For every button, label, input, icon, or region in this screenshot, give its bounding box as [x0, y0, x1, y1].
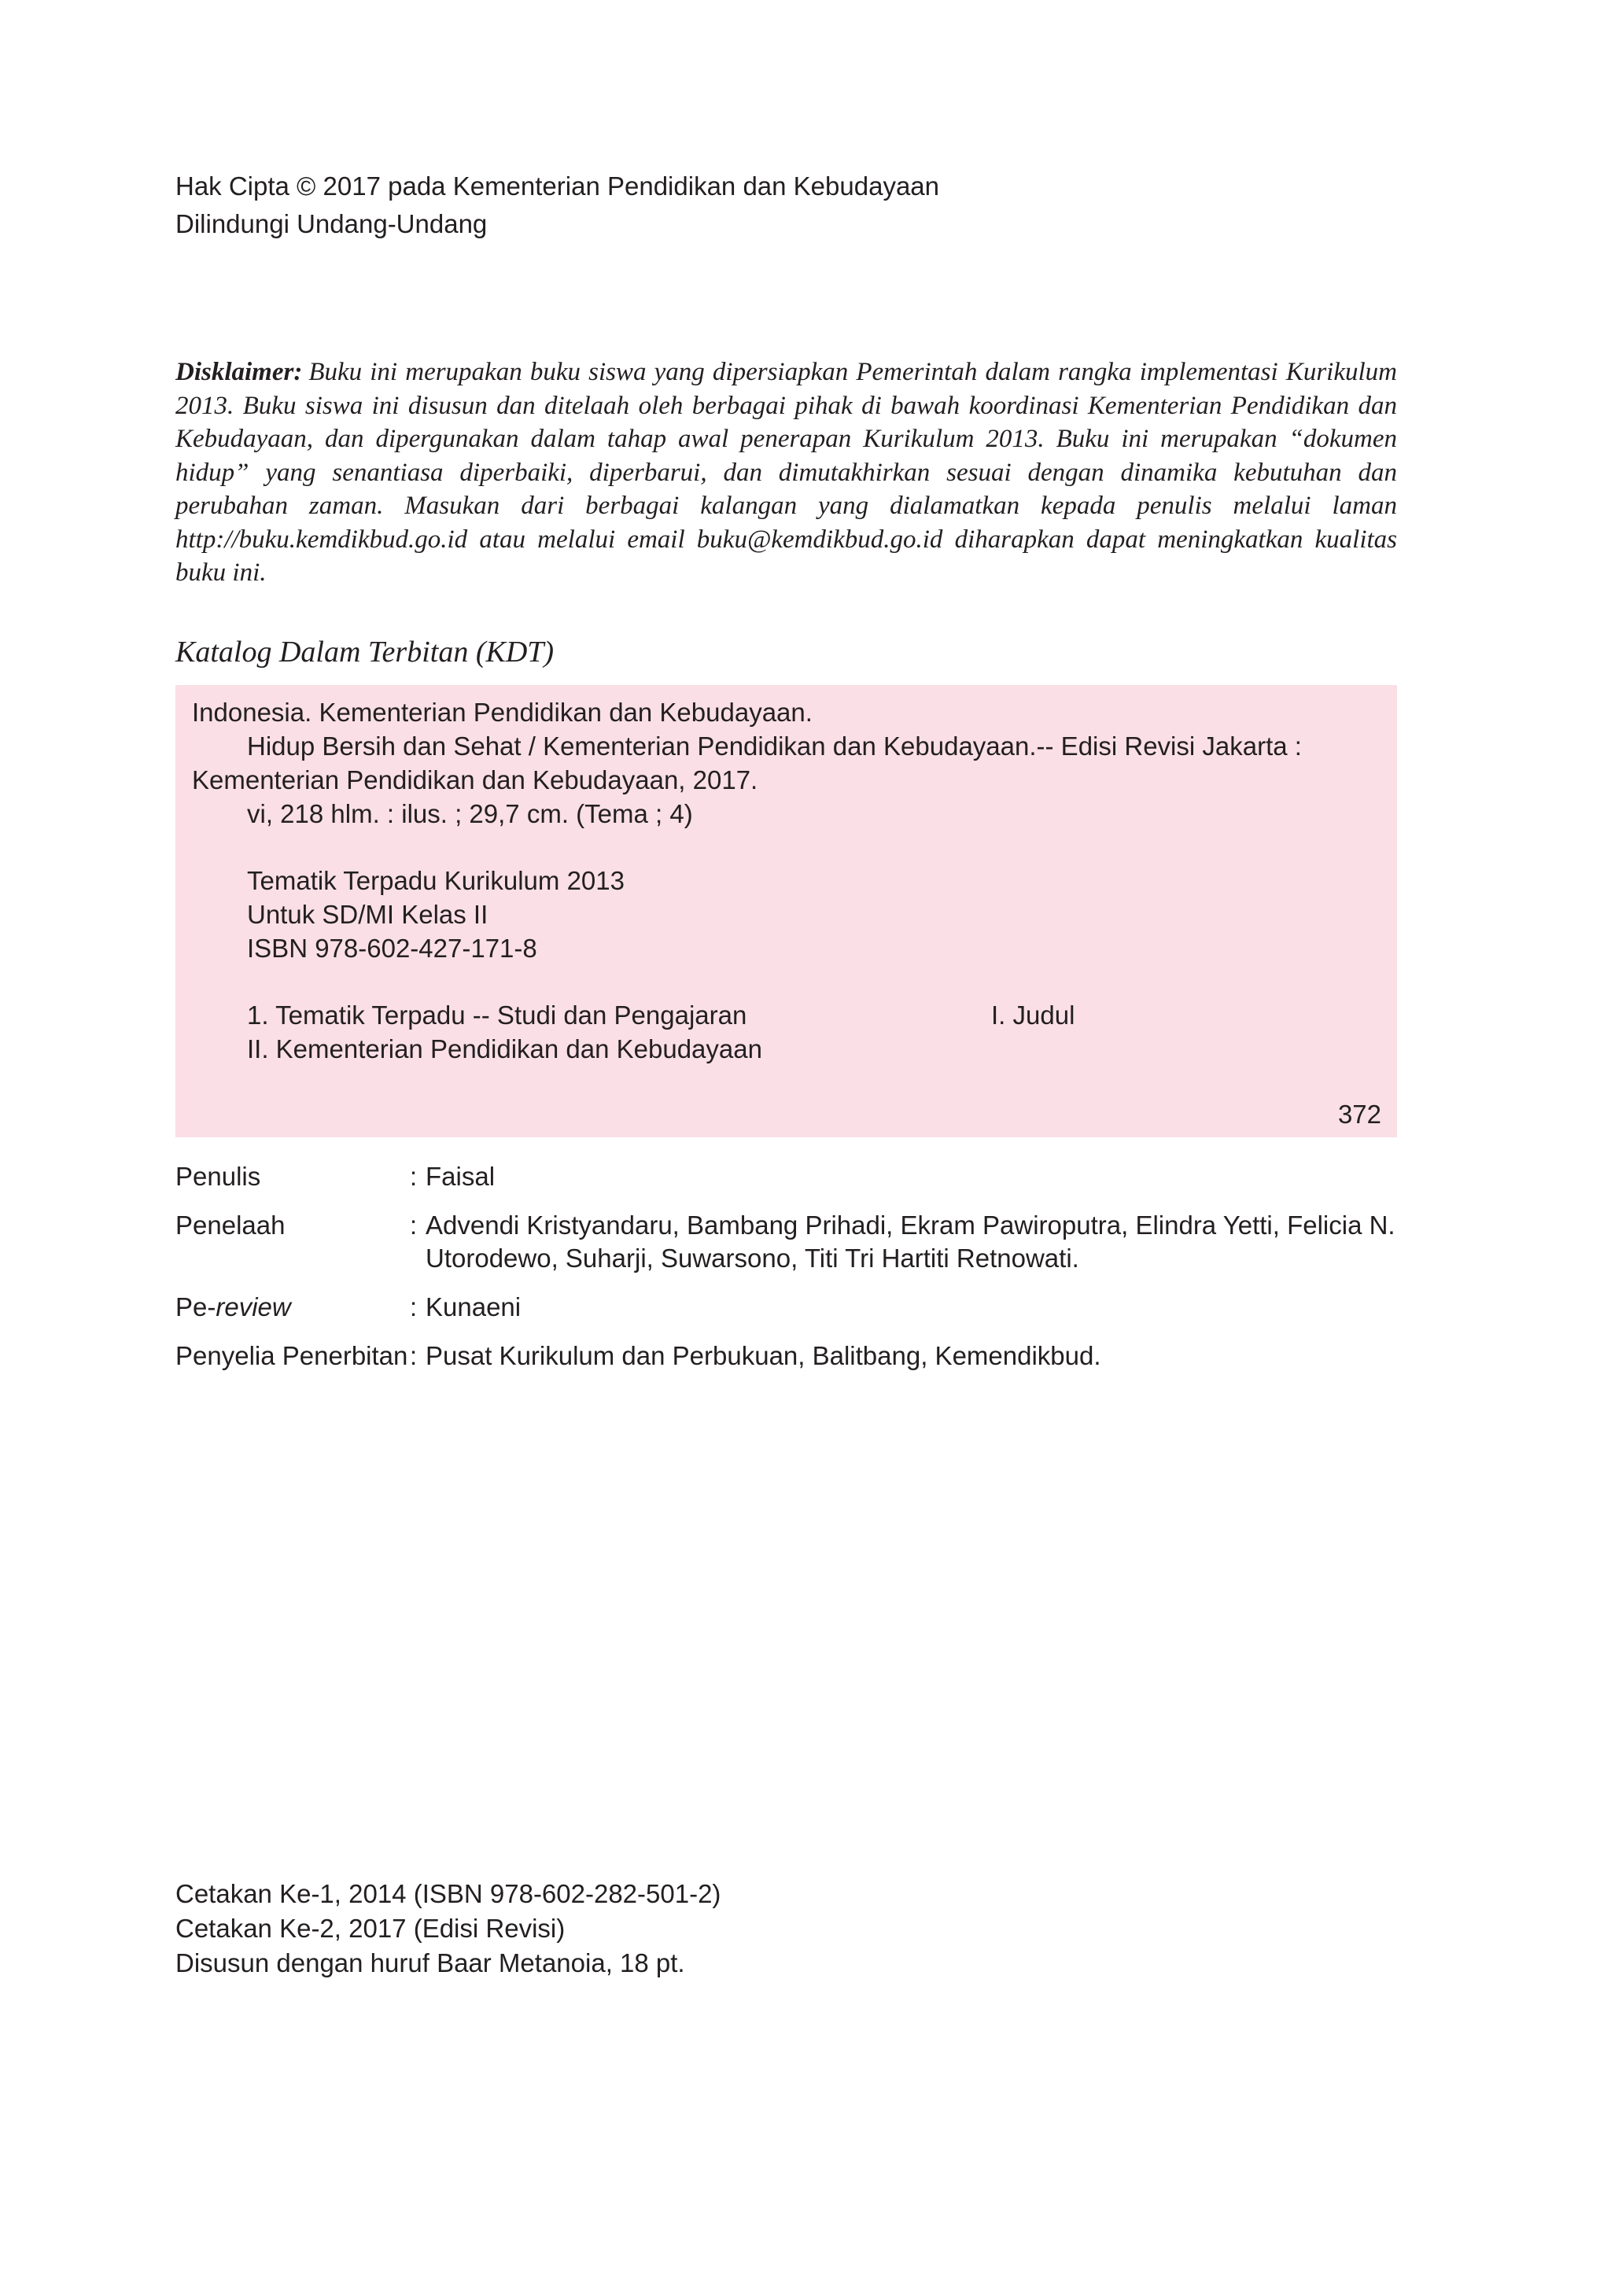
- kdt-subject: 1. Tematik Terpadu -- Studi dan Pengajaran: [247, 1001, 747, 1030]
- kdt-line: Tematik Terpadu Kurikulum 2013: [247, 866, 625, 895]
- kdt-title-entry: I. Judul: [991, 1001, 1075, 1030]
- credit-colon: :: [410, 1292, 418, 1321]
- kdt-line: Indonesia. Kementerian Pendidikan dan Kebudayaan.: [192, 698, 813, 727]
- credit-value: Kunaeni: [426, 1292, 522, 1321]
- kdt-catalog-box: [175, 685, 1397, 1137]
- kdt-line: Kementerian Pendidikan dan Kebudayaan, 2017.: [192, 765, 758, 794]
- credit-colon: :: [410, 1162, 418, 1191]
- credit-label: [175, 1291, 291, 1324]
- disclaimer-text: Buku ini merupakan buku siswa yang dipersiapkan Pemerintah dalam rangka implementasi Kurikulum 2013. Buku siswa ini disusun dan ditelaah oleh berbagai pihak di bawah koordinasi Kementerian Pendidikan dan Kebudayaan, dan dipergunakan dalam tahap awal penerapan Kurikulum 2013. Buku ini merupakan “dokumen hidup” yang senantiasa diperbaiki, diperbarui, dan dimutakhirkan sesuai dengan dinamika kebutuhan dan perubahan zaman. Masukan dari berbagai kalangan yang dialamatkan kepada penulis melalui laman http://buku.kemdikbud.go.id atau melalui email buku@kemdikbud.go.id diharapkan dapat meningkatkan kualitas buku ini.: [175, 358, 1397, 587]
- disclaimer-lead: Disklaimer:: [175, 358, 303, 386]
- credit-colon: :: [410, 1211, 418, 1240]
- credit-row-penulis: [175, 1160, 1403, 1209]
- credit-label-prefix: Pe-: [175, 1292, 216, 1321]
- kdt-line: Hidup Bersih dan Sehat / Kementerian Pendidikan dan Kebudayaan.-- Edisi Revisi Jakarta :: [247, 732, 1302, 761]
- kdt-subject: II. Kementerian Pendidikan dan Kebudayaan: [247, 1034, 762, 1063]
- kdt-isbn: ISBN 978-602-427-171-8: [247, 934, 537, 963]
- kdt-physical-description: vi, 218 hlm. : ilus. ; 29,7 cm. (Tema ; 4): [247, 799, 693, 828]
- credit-row-penelaah: [175, 1209, 1403, 1291]
- kdt-line: Untuk SD/MI Kelas II: [247, 900, 488, 929]
- printing-line: Cetakan Ke-1, 2014 (ISBN 978-602-282-501-2): [175, 1879, 721, 1908]
- credit-value: Advendi Kristyandaru, Bambang Prihadi, Ekram Pawiroputra, Elindra Yetti, Felicia N. Utorodewo, Suharji, Suwarsono, Titi Tri Hartiti Retnowati.: [426, 1211, 1395, 1273]
- credit-label: Penelaah: [175, 1211, 286, 1240]
- printing-line: Cetakan Ke-2, 2017 (Edisi Revisi): [175, 1914, 566, 1943]
- credit-row-penyelia: [175, 1340, 1403, 1373]
- copyright-block: [175, 168, 939, 243]
- typeface-line: Disusun dengan huruf Baar Metanoia, 18 pt.: [175, 1948, 685, 1977]
- kdt-classification-number: 372: [1337, 1100, 1381, 1129]
- credit-row-pereview: [175, 1291, 1403, 1340]
- printing-history: [175, 1877, 721, 1981]
- copyright-line: Hak Cipta © 2017 pada Kementerian Pendidikan dan Kebudayaan: [175, 171, 940, 201]
- credit-label: Penulis: [175, 1162, 261, 1191]
- disclaimer-paragraph: [175, 356, 1397, 590]
- credit-value: Faisal: [426, 1162, 496, 1191]
- credit-label: Penyelia Penerbitan: [175, 1341, 408, 1370]
- kdt-title: Katalog Dalam Terbitan (KDT): [175, 636, 555, 669]
- credit-value: Pusat Kurikulum dan Perbukuan, Balitbang, Kemendikbud.: [426, 1341, 1101, 1370]
- credits-block: [175, 1160, 1403, 1373]
- credit-label-italic: review: [216, 1292, 291, 1321]
- protected-by-law-line: Dilindungi Undang-Undang: [175, 209, 488, 238]
- credit-colon: :: [410, 1341, 418, 1370]
